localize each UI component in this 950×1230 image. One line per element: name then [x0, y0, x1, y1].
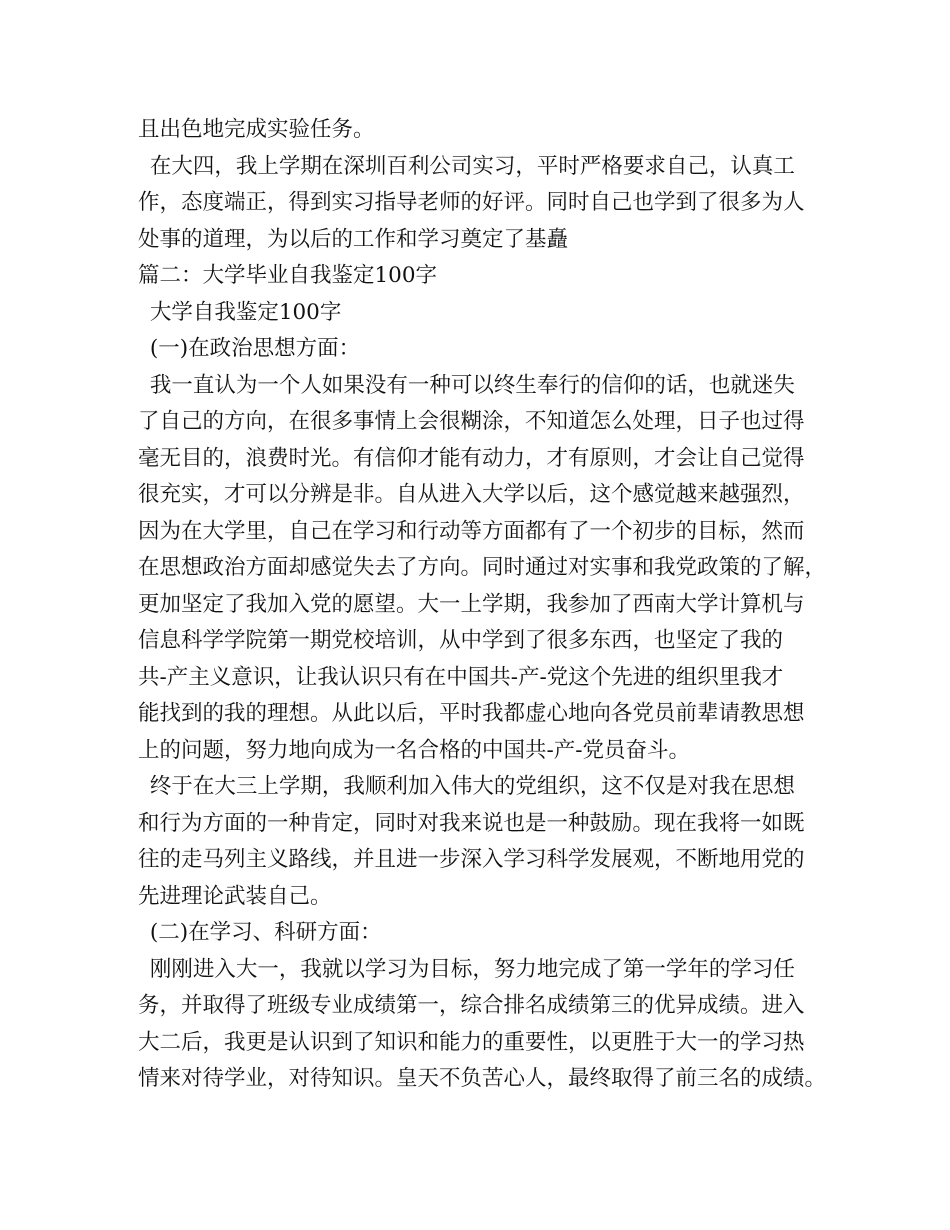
text-line: 终于在大三上学期，我顺利加入伟大的党组织，这不仅是对我在思想	[149, 774, 795, 799]
section-heading: 篇二：大学毕业自我鉴定100字	[138, 263, 438, 288]
text-line: 了自己的方向，在很多事情上会很糊涂，不知道怎么处理，日子也过得	[138, 409, 805, 434]
text-line: 更加坚定了我加入党的愿望。大一上学期，我参加了西南大学计算机与	[138, 591, 805, 617]
text-line: 信息科学学院第一期党校培训，从中学到了很多东西，也坚定了我的	[138, 628, 784, 653]
subsection-heading: (二)在学习、科研方面：	[149, 920, 382, 945]
text-line: 先进理论武装自己。	[138, 883, 332, 909]
text-line: 且出色地完成实验任务。	[138, 117, 375, 142]
text-line: 往的走马列主义路线，并且进一步深入学习科学发展观，不断地用党的	[138, 847, 805, 872]
text-line: 务，并取得了班级专业成绩第一，综合排名成绩第三的优异成绩。进入	[138, 993, 805, 1018]
text-line: 情来对待学业，对待知识。皇天不负苦心人，最终取得了前三名的成绩。	[138, 1066, 827, 1091]
document-body	[138, 112, 828, 1098]
text-line: 作，态度端正，得到实习指导老师的好评。同时自己也学到了很多为人	[138, 190, 805, 215]
text-line: 上的问题，努力地向成为一名合格的中国共-产-党员奋斗。	[138, 737, 691, 763]
subsection-heading: 大学自我鉴定100字	[149, 299, 342, 325]
text-line: 和行为方面的一种肯定，同时对我来说也是一种鼓励。现在我将一如既	[138, 810, 805, 836]
text-line: 我一直认为一个人如果没有一种可以终生奉行的信仰的话，也就迷失	[149, 372, 795, 398]
text-line: 刚刚进入大一，我就以学习为目标，努力地完成了第一学年的学习任	[149, 956, 795, 982]
text-line: 能找到的我的理想。从此以后，平时我都虚心地向各党员前辈请教思想	[138, 701, 805, 726]
text-line: 在思想政治方面却感觉失去了方向。同时通过对实事和我党政策的了解，	[138, 555, 827, 580]
subsection-heading: (一)在政治思想方面：	[149, 336, 361, 361]
text-line: 很充实，才可以分辨是非。自从进入大学以后，这个感觉越来越强烈，	[138, 482, 805, 507]
text-line: 在大四，我上学期在深圳百利公司实习，平时严格要求自己，认真工	[149, 153, 795, 179]
text-line: 大二后，我更是认识到了知识和能力的重要性，以更胜于大一的学习热	[138, 1029, 805, 1055]
text-line: 共-产主义意识，让我认识只有在中国共-产-党这个先进的组织里我才	[138, 664, 784, 690]
text-line: 毫无目的，浪费时光。有信仰才能有动力，才有原则，才会让自己觉得	[138, 445, 805, 471]
text-line: 处事的道理，为以后的工作和学习奠定了基矗	[138, 226, 569, 252]
text-line: 因为在大学里，自己在学习和行动等方面都有了一个初步的目标，然而	[138, 518, 805, 544]
